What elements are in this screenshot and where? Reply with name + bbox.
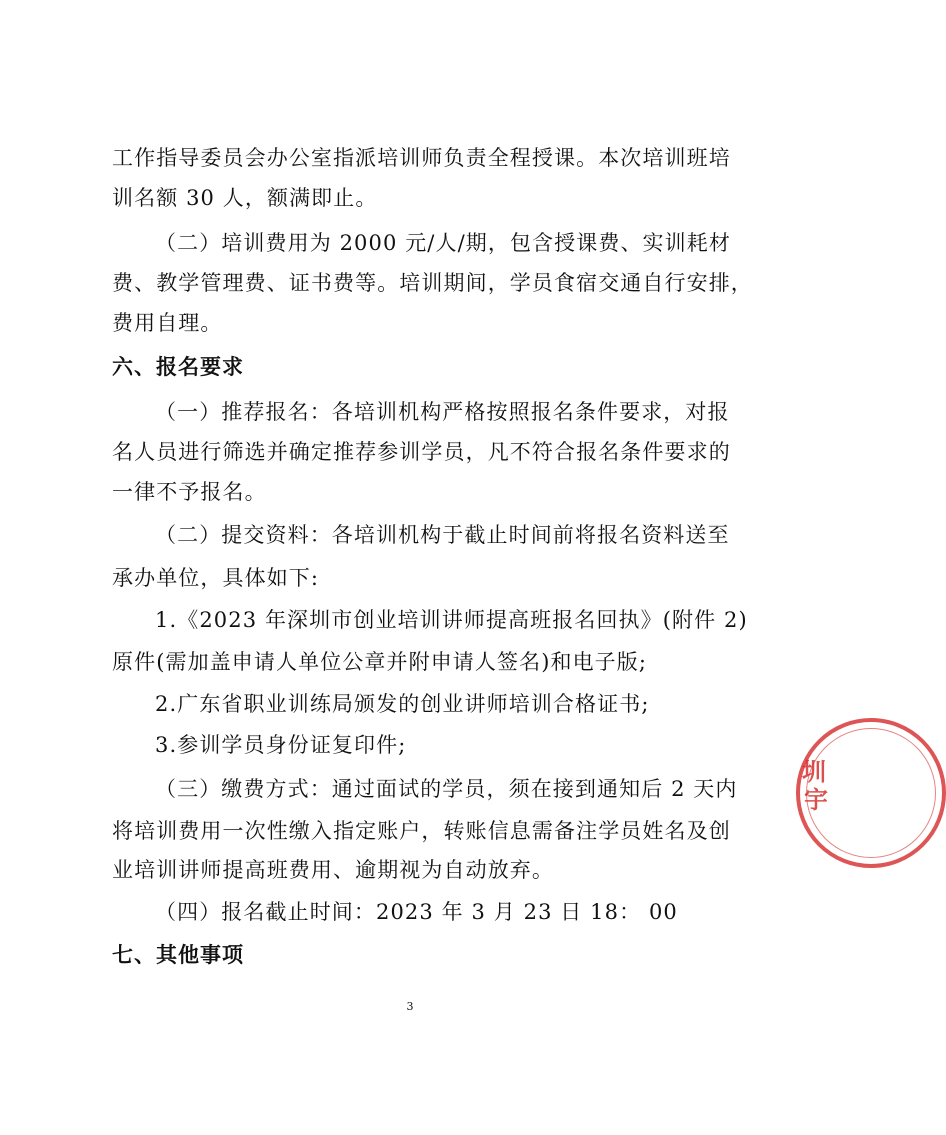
seal-glyph: 圳: [802, 758, 826, 786]
list-item-line: 原件(需加盖申请人单位公章并附申请人签名)和电子版;: [112, 650, 648, 674]
paragraph-line: 一律不予报名。: [112, 480, 267, 504]
list-item-line: 3.参训学员身份证复印件;: [155, 733, 407, 757]
paragraph-line: 费、教学管理费、证书费等。培训期间，学员食宿交通自行安排，: [112, 271, 753, 295]
paragraph-line: （四）报名截止时间：2023 年 3 月 23 日 18： 00: [155, 900, 678, 924]
official-seal-stamp: [796, 718, 946, 868]
paragraph-line: 承办单位，具体如下:: [112, 566, 320, 590]
paragraph-line: （二）提交资料：各培训机构于截止时间前将报名资料送至: [155, 523, 730, 547]
paragraph-line: （一）推荐报名：各培训机构严格按照报名条件要求，对报: [155, 400, 730, 424]
paragraph-line: 训名额 30 人，额满即止。: [112, 186, 378, 210]
section-heading-registration: 六、报名要求: [112, 355, 244, 379]
paragraph-line: 将培训费用一次性缴入指定账户，转账信息需备注学员姓名及创: [112, 819, 731, 843]
seal-glyph: 宇: [804, 786, 828, 814]
paragraph-line: 名人员进行筛选并确定推荐参训学员，凡不符合报名条件要求的: [112, 440, 731, 464]
paragraph-line: 业培训讲师提高班费用、逾期视为自动放弃。: [112, 858, 554, 882]
paragraph-line: 工作指导委员会办公室指派培训师负责全程授课。本次培训班培: [112, 146, 731, 170]
section-heading-other-matters: 七、其他事项: [112, 943, 244, 967]
list-item-line: 1.《2023 年深圳市创业培训讲师提高班报名回执》(附件 2): [155, 608, 748, 632]
paragraph-line: 费用自理。: [112, 311, 223, 335]
list-item-line: 2.广东省职业训练局颁发的创业讲师培训合格证书;: [155, 692, 650, 716]
paragraph-line: （三）缴费方式：通过面试的学员，须在接到通知后 2 天内: [155, 777, 738, 801]
page-number: 3: [406, 1000, 414, 1013]
paragraph-line: （二）培训费用为 2000 元/人/期，包含授课费、实训耗材: [155, 231, 731, 255]
